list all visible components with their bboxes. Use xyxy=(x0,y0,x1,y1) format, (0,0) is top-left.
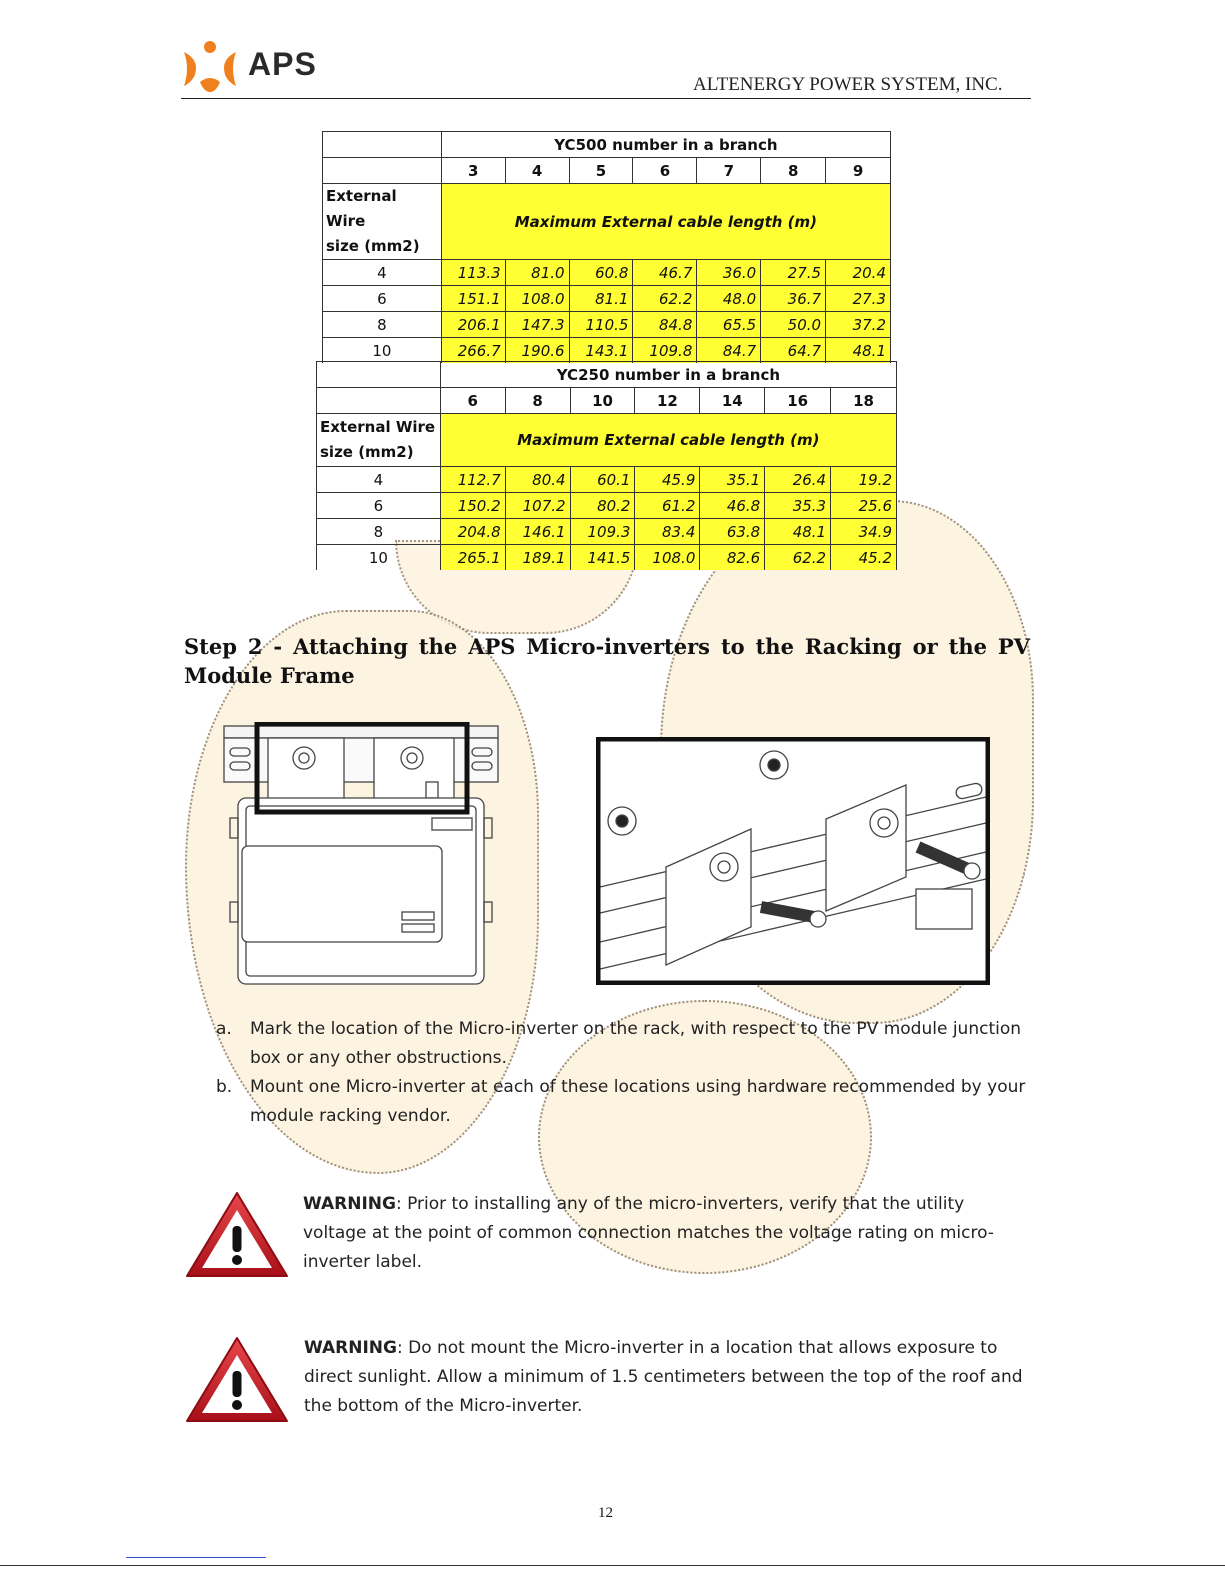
cable-length-cell: 48.1 xyxy=(826,338,891,364)
branch-count-header: 12 xyxy=(635,388,700,414)
wire-size-cell: 6 xyxy=(317,493,441,519)
cable-length-cell: 190.6 xyxy=(505,338,569,364)
wire-size-label-line2: size (mm2) xyxy=(326,237,420,255)
warning-label: WARNING xyxy=(304,1338,397,1358)
cable-length-cell: 82.6 xyxy=(700,545,765,571)
wire-size-label-line1: External Wire xyxy=(320,418,436,436)
table-subcaption: Maximum External cable length (m) xyxy=(440,414,896,467)
cable-length-cell: 80.4 xyxy=(505,467,570,493)
cable-length-cell: 84.7 xyxy=(697,338,761,364)
cable-length-cell: 19.2 xyxy=(831,467,897,493)
table-corner-cell xyxy=(323,132,442,158)
footer-divider xyxy=(0,1565,1225,1566)
cable-length-cell: 34.9 xyxy=(831,519,897,545)
wire-size-cell: 4 xyxy=(317,467,441,493)
warning-label: WARNING xyxy=(303,1194,396,1214)
cable-length-cell: 204.8 xyxy=(440,519,505,545)
branch-count-header: 6 xyxy=(633,158,697,184)
cable-length-cell: 62.2 xyxy=(633,286,697,312)
branch-count-header: 18 xyxy=(831,388,897,414)
branch-count-header: 8 xyxy=(761,158,826,184)
cable-length-cell: 20.4 xyxy=(826,260,891,286)
cable-length-cell: 109.3 xyxy=(570,519,635,545)
cable-length-cell: 25.6 xyxy=(831,493,897,519)
warning-message xyxy=(304,1334,1034,1421)
table-subcaption: Maximum External cable length (m) xyxy=(441,184,890,260)
list-marker: a. xyxy=(216,1019,232,1039)
cable-length-cell: 36.0 xyxy=(697,260,761,286)
list-marker: b. xyxy=(216,1077,233,1097)
table-caption: YC250 number in a branch xyxy=(440,362,896,388)
cable-length-cell: 65.5 xyxy=(697,312,761,338)
yc500-cable-length-table xyxy=(322,131,891,363)
cable-length-cell: 45.9 xyxy=(635,467,700,493)
cable-length-cell: 60.1 xyxy=(570,467,635,493)
table-corner-cell xyxy=(317,362,441,388)
cable-length-cell: 64.7 xyxy=(761,338,826,364)
warning-triangle-icon xyxy=(184,1335,290,1425)
cable-length-cell: 206.1 xyxy=(441,312,505,338)
yc250-cable-length-table xyxy=(316,361,897,570)
branch-count-header: 16 xyxy=(765,388,831,414)
cable-length-cell: 141.5 xyxy=(570,545,635,571)
cable-length-cell: 108.0 xyxy=(505,286,569,312)
warning-message xyxy=(303,1190,1033,1277)
cable-length-cell: 27.5 xyxy=(761,260,826,286)
cable-length-cell: 143.1 xyxy=(569,338,633,364)
wire-size-label xyxy=(323,184,442,260)
cable-length-cell: 150.2 xyxy=(440,493,505,519)
table-corner-cell xyxy=(317,388,441,414)
wire-size-label-line1: External Wire xyxy=(326,187,397,230)
table-caption: YC500 number in a branch xyxy=(441,132,890,158)
list-item xyxy=(216,1073,1032,1131)
cable-length-cell: 50.0 xyxy=(761,312,826,338)
cable-length-cell: 60.8 xyxy=(569,260,633,286)
warning-text: : Do not mount the Micro-inverter in a location that allows exposure to direct sunlight. Allow a minimum of 1.5 centimeters between the top of the roof and the bottom of the Micro-inverter. xyxy=(304,1338,1023,1416)
wire-size-cell: 10 xyxy=(323,338,442,364)
branch-count-header: 5 xyxy=(569,158,633,184)
page-number: 12 xyxy=(598,1505,613,1521)
cable-length-cell: 113.3 xyxy=(441,260,505,286)
cable-length-cell: 265.1 xyxy=(440,545,505,571)
cable-length-cell: 27.3 xyxy=(826,286,891,312)
wire-size-label-line2: size (mm2) xyxy=(320,443,414,461)
cable-length-cell: 81.0 xyxy=(505,260,569,286)
warning-triangle-icon xyxy=(184,1190,290,1280)
header-divider xyxy=(181,98,1031,99)
list-item-text: Mount one Micro-inverter at each of these locations using hardware recommended by your module racking vendor. xyxy=(250,1077,1026,1126)
list-item xyxy=(216,1015,1032,1073)
cable-length-cell: 26.4 xyxy=(765,467,831,493)
cable-length-cell: 48.1 xyxy=(765,519,831,545)
branch-count-header: 10 xyxy=(570,388,635,414)
wire-size-cell: 4 xyxy=(323,260,442,286)
table-corner-cell xyxy=(323,158,442,184)
cable-length-cell: 62.2 xyxy=(765,545,831,571)
wire-size-cell: 6 xyxy=(323,286,442,312)
wire-size-label xyxy=(317,414,441,467)
instruction-list xyxy=(216,1015,1032,1131)
branch-count-header: 6 xyxy=(440,388,505,414)
cable-length-cell: 46.7 xyxy=(633,260,697,286)
aps-logo xyxy=(182,38,322,92)
cable-length-cell: 36.7 xyxy=(761,286,826,312)
cable-length-cell: 63.8 xyxy=(700,519,765,545)
aps-logo-icon xyxy=(182,38,238,92)
cable-length-cell: 80.2 xyxy=(570,493,635,519)
cable-length-cell: 112.7 xyxy=(440,467,505,493)
warning-text: : Prior to installing any of the micro-inverters, verify that the utility voltage at the point of common connection matches the voltage rating on micro-inverter label. xyxy=(303,1194,994,1272)
cable-length-cell: 45.2 xyxy=(831,545,897,571)
footnote-rule xyxy=(126,1557,266,1558)
branch-count-header: 9 xyxy=(826,158,891,184)
branch-count-header: 4 xyxy=(505,158,569,184)
cable-length-cell: 48.0 xyxy=(697,286,761,312)
cable-length-cell: 266.7 xyxy=(441,338,505,364)
wire-size-cell: 8 xyxy=(317,519,441,545)
cable-length-cell: 35.3 xyxy=(765,493,831,519)
cable-length-cell: 151.1 xyxy=(441,286,505,312)
cable-length-cell: 109.8 xyxy=(633,338,697,364)
microinverter-mount-illustration xyxy=(222,722,502,986)
logo-text: APS xyxy=(248,46,317,82)
cable-length-cell: 83.4 xyxy=(635,519,700,545)
company-name: ALTENERGY POWER SYSTEM, INC. xyxy=(693,74,1003,95)
cable-length-cell: 146.1 xyxy=(505,519,570,545)
branch-count-header: 3 xyxy=(441,158,505,184)
branch-count-header: 14 xyxy=(700,388,765,414)
cable-length-cell: 147.3 xyxy=(505,312,569,338)
cable-length-cell: 81.1 xyxy=(569,286,633,312)
wire-size-cell: 10 xyxy=(317,545,441,571)
branch-count-header: 7 xyxy=(697,158,761,184)
wire-size-cell: 8 xyxy=(323,312,442,338)
cable-length-cell: 110.5 xyxy=(569,312,633,338)
mounting-bracket-detail-illustration xyxy=(596,737,990,985)
cable-length-cell: 108.0 xyxy=(635,545,700,571)
list-item-text: Mark the location of the Micro-inverter on the rack, with respect to the PV module junction box or any other obstructions. xyxy=(250,1019,1022,1068)
cable-length-cell: 35.1 xyxy=(700,467,765,493)
cable-length-cell: 61.2 xyxy=(635,493,700,519)
cable-length-cell: 46.8 xyxy=(700,493,765,519)
cable-length-cell: 37.2 xyxy=(826,312,891,338)
cable-length-cell: 84.8 xyxy=(633,312,697,338)
cable-length-cell: 107.2 xyxy=(505,493,570,519)
cable-length-cell: 189.1 xyxy=(505,545,570,571)
step-heading: Step 2 - Attaching the APS Micro-inverters to the Racking or the PV Module Frame xyxy=(184,634,1030,688)
branch-count-header: 8 xyxy=(505,388,570,414)
